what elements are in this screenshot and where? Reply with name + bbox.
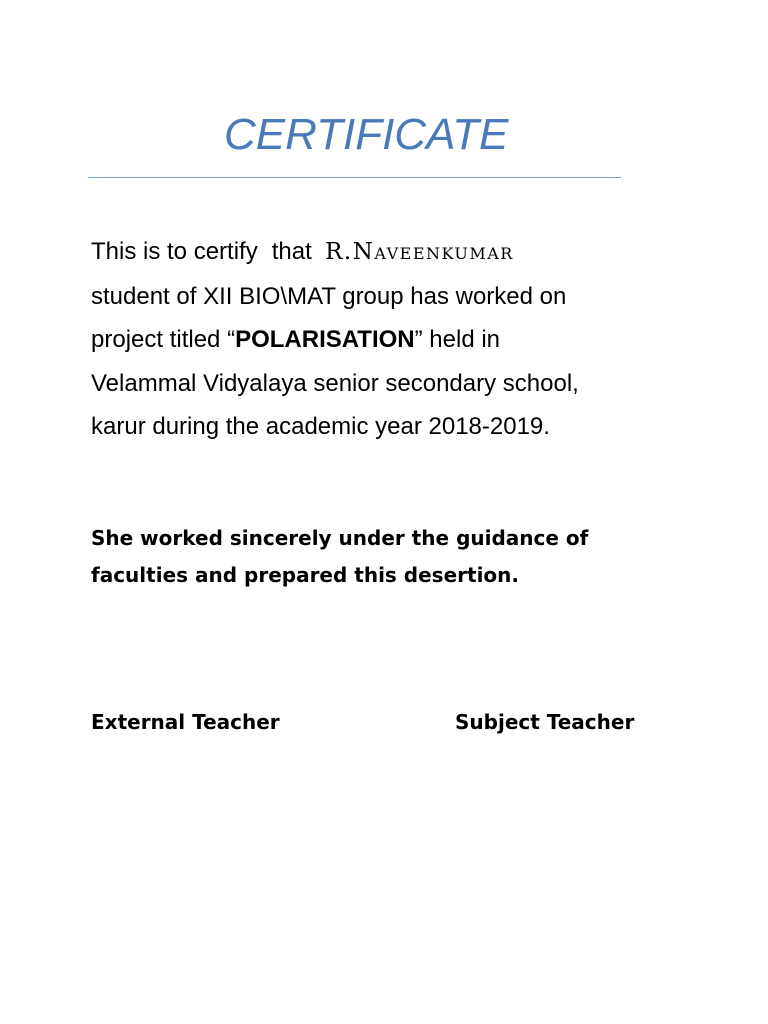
body-line-4: Velammal Vidyalaya senior secondary school, [91,369,579,397]
statement-line-2: faculties and prepared this desertion. [91,563,519,587]
that-text: that [271,238,312,265]
body-line-5: karur during the academic year 2018-2019. [91,413,550,440]
certificate-title: CERTIFICATE [224,110,509,159]
body-line-3 [91,318,731,362]
project-suffix: ” held in [414,326,501,353]
student-name: R.Naveenkumar [325,239,514,265]
subject-teacher-label: Subject Teacher [455,710,635,734]
body-line-1 [91,230,731,275]
body-line-2: student of XII BIO\MAT group has worked on [91,282,567,310]
certificate-body [91,230,731,449]
title-underline [88,177,621,178]
project-title: POLARISATION [235,326,415,353]
external-teacher-label: External Teacher [91,710,280,734]
intro-text: This is to certify [91,238,258,265]
project-prefix: project titled “ [91,326,236,353]
statement-line-1: She worked sincerely under the guidance of [91,526,589,550]
guidance-statement [91,520,731,594]
